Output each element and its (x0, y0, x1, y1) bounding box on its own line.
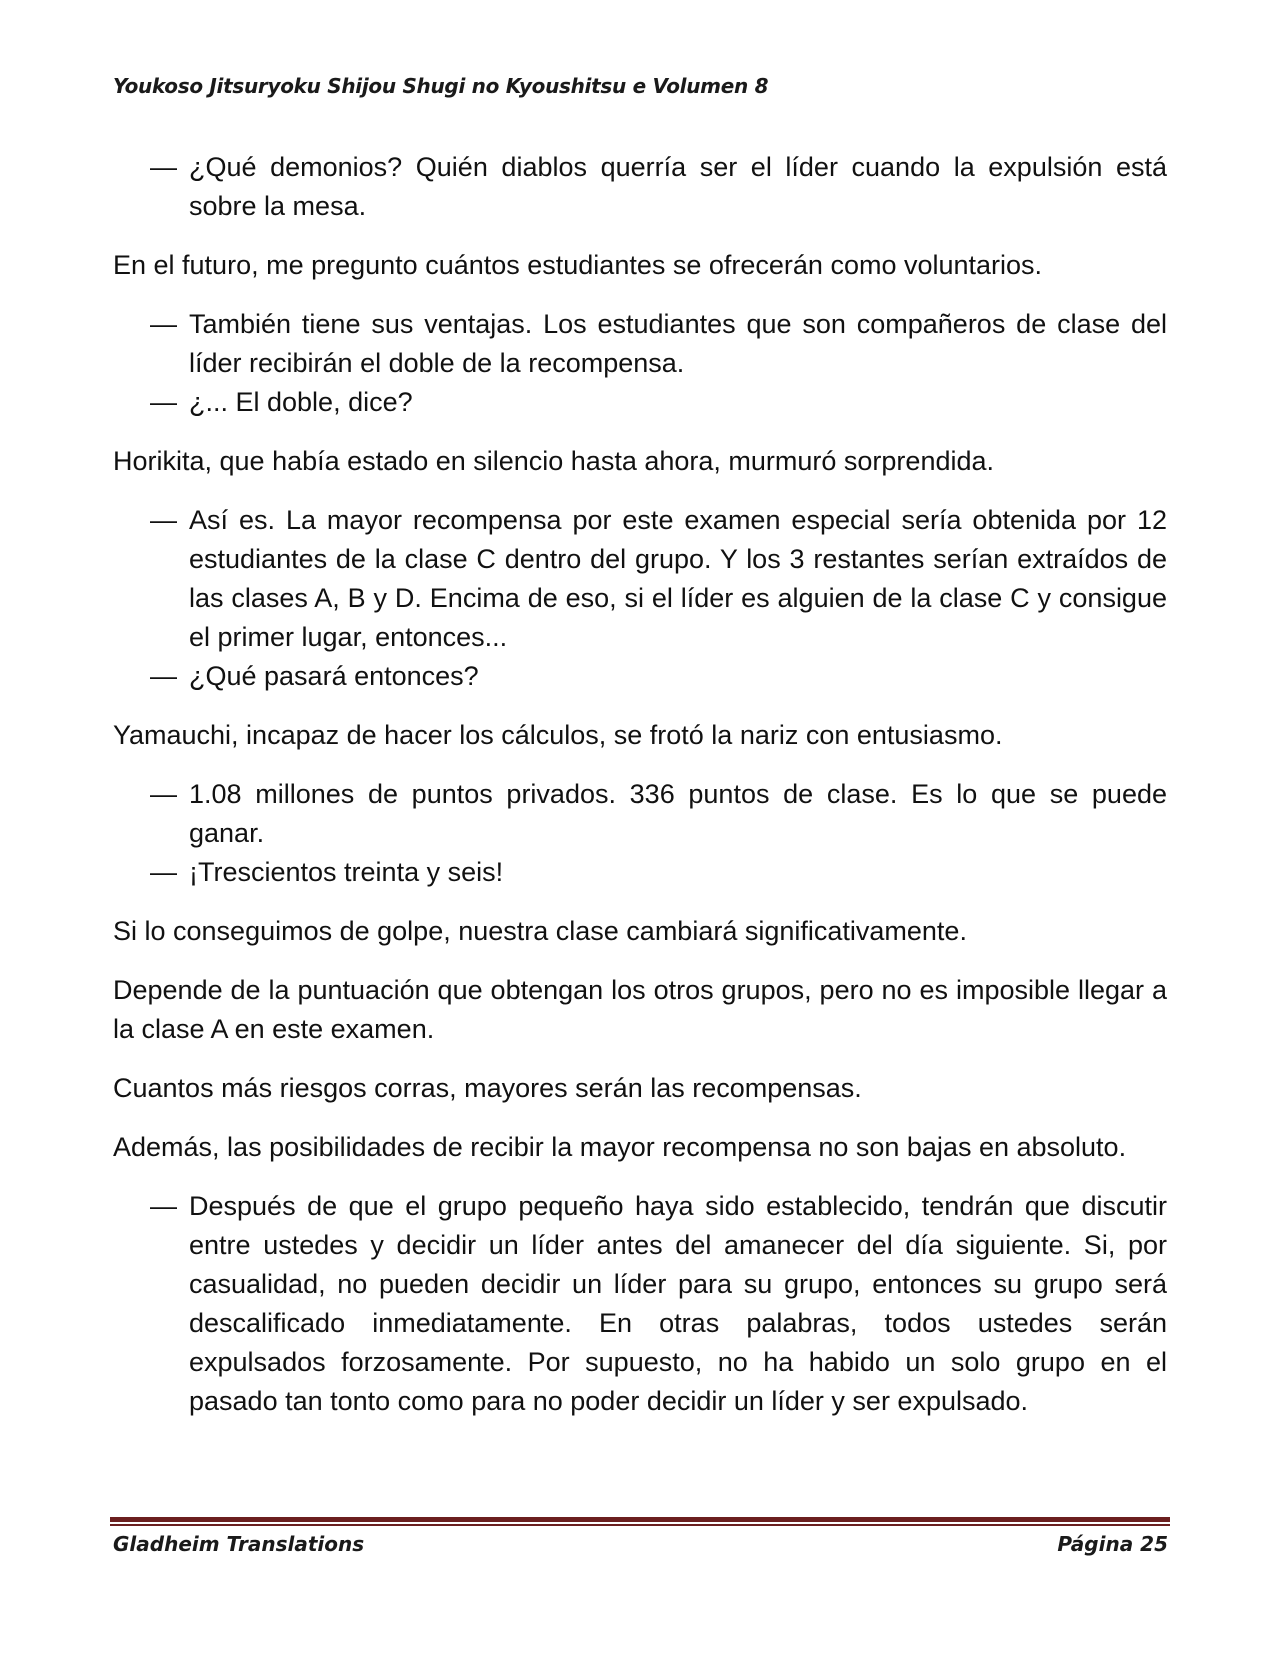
narration-paragraph: En el futuro, me pregunto cuántos estudiantes se ofrecerán como voluntarios. (113, 250, 1043, 280)
dialogue-group (113, 148, 1167, 226)
dialogue-group (113, 1187, 1167, 1421)
dialogue-text: ¿... El doble, dice? (189, 387, 413, 417)
dialogue-text: ¿Qué pasará entonces? (189, 661, 479, 691)
dialogue-line (113, 148, 1167, 226)
narration-paragraph: Yamauchi, incapaz de hacer los cálculos, se frotó la nariz con entusiasmo. (113, 720, 1003, 750)
dialogue-line (113, 501, 1167, 657)
dialogue-dash: — (150, 152, 177, 182)
dialogue-line (113, 657, 1167, 696)
dialogue-dash: — (150, 857, 177, 887)
footer-publisher: Gladheim Translations (113, 1532, 365, 1556)
footer-page-number: Página 25 (1057, 1532, 1168, 1556)
page-header-title: Youkoso Jitsuryoku Shijou Shugi no Kyoushitsu e Volumen 8 (113, 74, 769, 98)
narration-paragraph: Cuantos más riesgos corras, mayores serán las recompensas. (113, 1073, 862, 1103)
dialogue-dash: — (150, 1191, 177, 1221)
dialogue-text: También tiene sus ventajas. Los estudiantes que son compañeros de clase del líder recibirán el doble de la recompensa. (189, 309, 1167, 378)
narration-paragraph: Además, las posibilidades de recibir la mayor recompensa no son bajas en absoluto. (113, 1132, 1127, 1162)
dialogue-group (113, 775, 1167, 892)
dialogue-dash: — (150, 505, 177, 535)
dialogue-text: ¿Qué demonios? Quién diablos querría ser el líder cuando la expulsión está sobre la mesa. (189, 152, 1167, 221)
dialogue-dash: — (150, 309, 177, 339)
footer-divider (110, 1517, 1170, 1522)
dialogue-line (113, 775, 1167, 853)
dialogue-group (113, 501, 1167, 696)
dialogue-dash: — (150, 387, 177, 417)
narration-paragraph: Depende de la puntuación que obtengan los otros grupos, pero no es imposible llegar a la clase A en este examen. (113, 975, 1167, 1044)
dialogue-text: Después de que el grupo pequeño haya sido establecido, tendrán que discutir entre ustedes y decidir un líder antes del amanecer del día siguiente. Si, por casualidad, no pueden decidir un líder para su grupo, entonces su grupo será descalificado inmediatamente. En otras palabras, todos ustedes serán expulsados forzosamente. Por supuesto, no ha habido un solo grupo en el pasado tan tonto como para no poder decidir un líder y ser expulsado. (189, 1191, 1167, 1416)
dialogue-dash: — (150, 661, 177, 691)
dialogue-group (113, 305, 1167, 422)
dialogue-line (113, 1187, 1167, 1421)
narration-paragraph: Si lo conseguimos de golpe, nuestra clase cambiará significativamente. (113, 916, 967, 946)
dialogue-line (113, 383, 1167, 422)
dialogue-text: 1.08 millones de puntos privados. 336 puntos de clase. Es lo que se puede ganar. (189, 779, 1167, 848)
dialogue-line (113, 305, 1167, 383)
dialogue-dash: — (150, 779, 177, 809)
narration-paragraph: Horikita, que había estado en silencio hasta ahora, murmuró sorprendida. (113, 446, 995, 476)
dialogue-text: Así es. La mayor recompensa por este examen especial sería obtenida por 12 estudiantes de la clase C dentro del grupo. Y los 3 restantes serían extraídos de las clases A, B y D. Encima de eso, si el líder es alguien de la clase C y consigue el primer lugar, entonces... (189, 505, 1167, 652)
dialogue-line (113, 853, 1167, 892)
footer-divider-thin (110, 1524, 1170, 1526)
dialogue-text: ¡Trescientos treinta y seis! (189, 857, 504, 887)
page-content (113, 148, 1167, 1441)
